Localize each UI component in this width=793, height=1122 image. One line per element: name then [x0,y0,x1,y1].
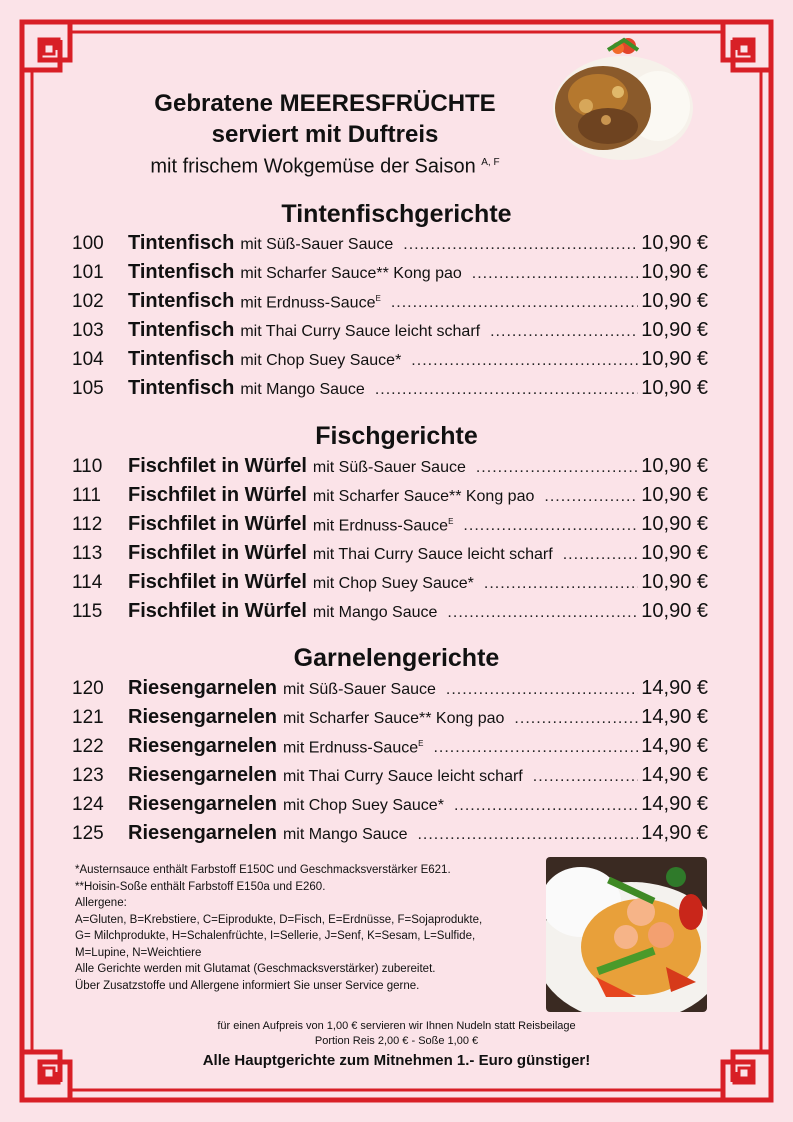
note-line: Allergene: [75,897,127,909]
food-photo-shrimp-curry [546,857,707,1012]
header-title-line2: serviert mit Duftreis [211,121,439,148]
menu-item-row: 104 Tintenfisch mit Chop Suey Sauce* ..... 10,90 € [72,348,708,377]
menu-item-row: 112 Fischfilet in Würfel mit Erdnuss-Sauce$^E$ ..... 10,90 € [72,513,708,542]
menu-header [110,88,540,180]
menu-item-row: 113 Fischfilet in Würfel mit Thai Curry Sauce leicht scharf ..... 10,90 € [72,542,708,571]
menu-item-row: 125 Riesengarnelen mit Mango Sauce ..... 14,90 € [72,822,708,851]
note-line: A=Gluten, B=Krebstiere, C=Eiprodukte, D=Fisch, E=Erdnüsse, F=Sojaprodukte, [75,913,483,926]
note-line: G= Milchprodukte, H=Schalenfrüchte, I=Sellerie, J=Senf, K=Sesam, L=Sulfide, [75,930,476,942]
note-line: M=Lupine, N=Weichtiere [75,946,202,959]
menu-item-row: 111 Fischfilet in Würfel mit Scharfer Sauce** Kong pao ..... 10,90 € [72,484,708,513]
menu-item-row: 114 Fischfilet in Würfel mit Chop Suey Sauce* ..... 10,90 € [72,571,708,600]
allergen-notes [75,862,535,994]
footer-takeaway-note: Alle Hauptgerichte zum Mitnehmen 1.- Euro günstiger! [202,1052,591,1069]
note-line: Über Zusatzstoffe und Allergene informiert Sie unser Service gerne. [75,979,420,992]
menu-item-row: 110 Fischfilet in Würfel mit Süß-Sauer Sauce ..... 10,90 € [72,455,708,484]
section-title-fisch: Fischgerichte [315,422,478,450]
menu-item-row: 122 Riesengarnelen mit Erdnuss-Sauce$^E$ ..... 14,90 € [72,735,708,764]
menu-item-row: 103 Tintenfisch mit Thai Curry Sauce leicht scharf ..... 10,90 € [72,319,708,348]
note-line: *Austernsauce enthält Farbstoff E150C und Geschmacksverstärker E621. [75,864,451,876]
menu-item-row: 121 Riesengarnelen mit Scharfer Sauce** Kong pao ..... 14,90 € [72,706,708,735]
menu-item-row: 102 Tintenfisch mit Erdnuss-Sauce$^E$ ..... 10,90 € [72,290,708,319]
menu-item-row: 124 Riesengarnelen mit Chop Suey Sauce* ..... 14,90 € [72,793,708,822]
footer-line1: für einen Aufpreis von 1,00 € servieren wir Ihnen Nudeln statt Reisbeilage [217,1020,576,1032]
menu-item-row: 123 Riesengarnelen mit Thai Curry Sauce leicht scharf ..... 14,90 € [72,764,708,793]
section-title-tintenfisch: Tintenfischgerichte [281,200,512,228]
menu-item-row: 105 Tintenfisch mit Mango Sauce ..... 10,90 € [72,377,708,406]
food-photo-squid-dish [548,36,694,164]
note-line: **Hoisin-Soße enthält Farbstoff E150a und E260. [75,880,326,893]
header-subtitle: mit frischem Wokgemüse der Saison $^{A, F}$ [150,155,500,178]
menu-item-row: 115 Fischfilet in Würfel mit Mango Sauce ..... 10,90 € [72,600,708,629]
note-line: Alle Gerichte werden mit Glutamat (Geschmacksverstärker) zubereitet. [75,963,436,975]
menu-item-row: 100 Tintenfisch mit Süß-Sauer Sauce ..... 10,90 € [72,232,708,261]
footer-info [0,1019,793,1049]
menu-item-row: 101 Tintenfisch mit Scharfer Sauce** Kong pao ..... 10,90 € [72,261,708,290]
header-title-line1: Gebratene MEERESFRÜCHTE [154,90,496,117]
menu-item-row: 120 Riesengarnelen mit Süß-Sauer Sauce ..... 14,90 € [72,677,708,706]
section-title-garnelen: Garnelengerichte [293,644,500,672]
footer-line2: Portion Reis 2,00 € - Soße 1,00 € [314,1035,479,1047]
